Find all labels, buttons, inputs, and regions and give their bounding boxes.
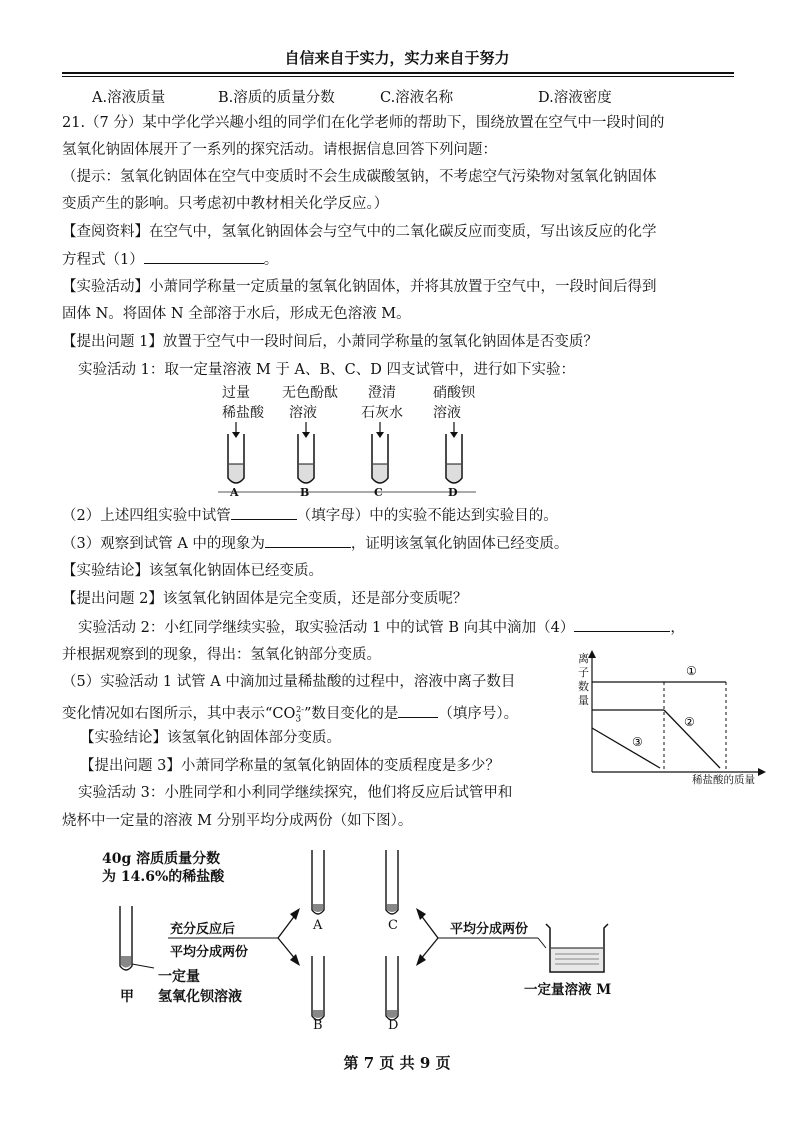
q21-experiment-3: 实验活动 3：小胜同学和小利同学继续探究，他们将反应后试管甲和 (78, 785, 513, 801)
tube-jia-label: 甲 (120, 989, 134, 1005)
tube-d (446, 422, 462, 483)
option-c: C.溶液名称 (380, 90, 454, 106)
q21-hint-2: 变质产生的影响。只考虑初中教材相关化学反应。） (62, 196, 389, 212)
diagram-tube-label-d: D (388, 1018, 399, 1033)
diagram-tube-label-b: B (313, 1018, 323, 1033)
graph-label-1: ① (686, 664, 697, 678)
tube-a-diagram (312, 850, 324, 914)
tube-jia (120, 906, 132, 970)
tube-label-b: B (300, 486, 310, 499)
q21-question-1: 【提出问题 1】放置于空气中一段时间后，小萧同学称量的氢氧化钠固体是否变质？ (62, 334, 598, 350)
tube-d-reagent-2: 溶液 (433, 405, 461, 421)
baoh-label-1: 一定量 (158, 969, 200, 985)
answer-blank-3[interactable] (265, 533, 351, 548)
graph-x-label: 稀盐酸的质量 (692, 774, 755, 786)
graph-line-3 (592, 728, 660, 768)
q21-intro-1: 21.（7 分）某中学化学兴趣小组的同学们在化学老师的帮助下，围绕放置在空气中一段时间的 (62, 115, 665, 131)
q21-hint-1: （提示：氢氧化钠固体在空气中变质时不会生成碳酸氢钠，不考虑空气污染物对氢氧化钠固体 (62, 169, 657, 185)
graph-label-2: ② (684, 715, 695, 729)
arrow-label-1: 充分反应后 (170, 922, 236, 937)
tube-c-reagent-2: 石灰水 (361, 405, 403, 421)
q21-question-2: 【提出问题 2】该氢氧化钠固体是完全变质，还是部分变质呢？ (62, 591, 468, 607)
q21-intro-2: 氢氧化钠固体展开了一系列的探究活动。请根据信息回答下列问题： (62, 142, 497, 158)
q21-sub-5-2: 变化情况如右图所示，其中表示“$CO_3^{2-}$”数目变化的是 （填序号）。 (62, 700, 518, 730)
option-a: A.溶液质量 (92, 90, 166, 106)
answer-blank-5[interactable] (398, 703, 438, 718)
option-b: B.溶质的质量分数 (218, 90, 335, 106)
acid-label-2: 为 14.6%的稀盐酸 (102, 869, 225, 885)
arrow-label-2: 平均分成两份 (170, 945, 249, 960)
q21-experiment-2-result: 并根据观察到的现象，得出：氢氧化钠部分变质。 (62, 647, 381, 663)
tube-b (298, 422, 314, 483)
q21-info-2-text: 方程式（1） (62, 252, 144, 268)
tube-a-reagent-1: 过量 (222, 385, 250, 401)
graph-y-label: 离 子 数 量 (578, 652, 589, 707)
q21-sub-2: （2）上述四组实验中试管 （填字母）中的实验不能达到实验目的。 (62, 505, 558, 526)
tube-b-reagent-2: 溶液 (289, 405, 317, 421)
q21-activity-1: 【实验活动】小萧同学称量一定质量的氢氧化钠固体，并将其放置于空气中，一段时间后得到 (62, 279, 657, 295)
tube-b-diagram (312, 956, 324, 1020)
q21-question-3: 【提出问题 3】小萧同学称量的氢氧化钠固体的变质程度是多少？ (80, 758, 500, 774)
tube-c (372, 422, 388, 483)
tube-c-reagent-1: 澄清 (368, 385, 396, 401)
experiment-diagram (100, 840, 660, 1040)
answer-blank-4[interactable] (574, 617, 670, 632)
q21-conclusion-2: 【实验结论】该氢氧化钠固体部分变质。 (80, 730, 341, 746)
page-footer: 第 7 页 共 9 页 (343, 1054, 451, 1072)
tube-d-reagent-1: 硝酸钡 (433, 385, 475, 401)
q21-experiment-1: 实验活动 1：取一定量溶液 M 于 A、B、C、D 四支试管中，进行如下实验： (78, 362, 575, 378)
q21-sub-3: （3）观察到试管 A 中的现象为 ，证明该氢氧化钠固体已经变质。 (62, 533, 568, 554)
baoh-label-2: 氢氧化钡溶液 (158, 989, 242, 1005)
tube-label-a: A (230, 486, 239, 499)
beaker-label: 一定量溶液 M (524, 982, 612, 998)
answer-blank-2[interactable] (231, 505, 297, 520)
diagram-tube-label-a: A (313, 918, 323, 933)
option-d: D.溶液密度 (538, 90, 612, 106)
arrow-label-3: 平均分成两份 (450, 922, 529, 937)
graph-label-3: ③ (632, 735, 643, 749)
header-rule-thin (62, 76, 734, 77)
q21-info-2: 方程式（1） 。 (62, 249, 278, 270)
q21-info-1: 【查阅资料】在空气中，氢氧化钠固体会与空气中的二氧化碳反应而变质，写出该反应的化学 (62, 224, 657, 240)
answer-blank-1[interactable] (144, 249, 264, 264)
ion-count-graph (586, 650, 766, 780)
tube-a-reagent-2: 稀盐酸 (222, 405, 264, 421)
tube-label-d: D (448, 486, 458, 499)
q21-activity-2: 固体 N。将固体 N 全部溶于水后，形成无色溶液 M。 (62, 306, 411, 322)
tube-label-c: C (374, 486, 383, 499)
beaker (546, 924, 608, 972)
q21-experiment-3-b: 烧杯中一定量的溶液 M 分别平均分成两份（如下图）。 (62, 813, 413, 829)
q21-sub-5-1: （5）实验活动 1 试管 A 中滴加过量稀盐酸的过程中，溶液中离子数目 (62, 674, 516, 690)
tube-a (228, 422, 244, 483)
pointer-line (132, 964, 154, 968)
q21-experiment-2: 实验活动 2：小红同学继续实验，取实验活动 1 中的试管 B 向其中滴加（4） ， (78, 617, 685, 638)
header-rule (62, 72, 734, 74)
diagram-tube-label-c: C (388, 918, 398, 933)
acid-label-1: 40g 溶质质量分数 (102, 851, 221, 867)
tube-d-diagram (386, 956, 398, 1020)
tube-b-reagent-1: 无色酚酞 (282, 385, 338, 401)
tube-c-diagram (386, 850, 398, 914)
header-motto: 自信来自于实力，实力来自于努力 (284, 49, 510, 67)
q21-conclusion-1: 【实验结论】该氢氧化钠固体已经变质。 (62, 563, 323, 579)
